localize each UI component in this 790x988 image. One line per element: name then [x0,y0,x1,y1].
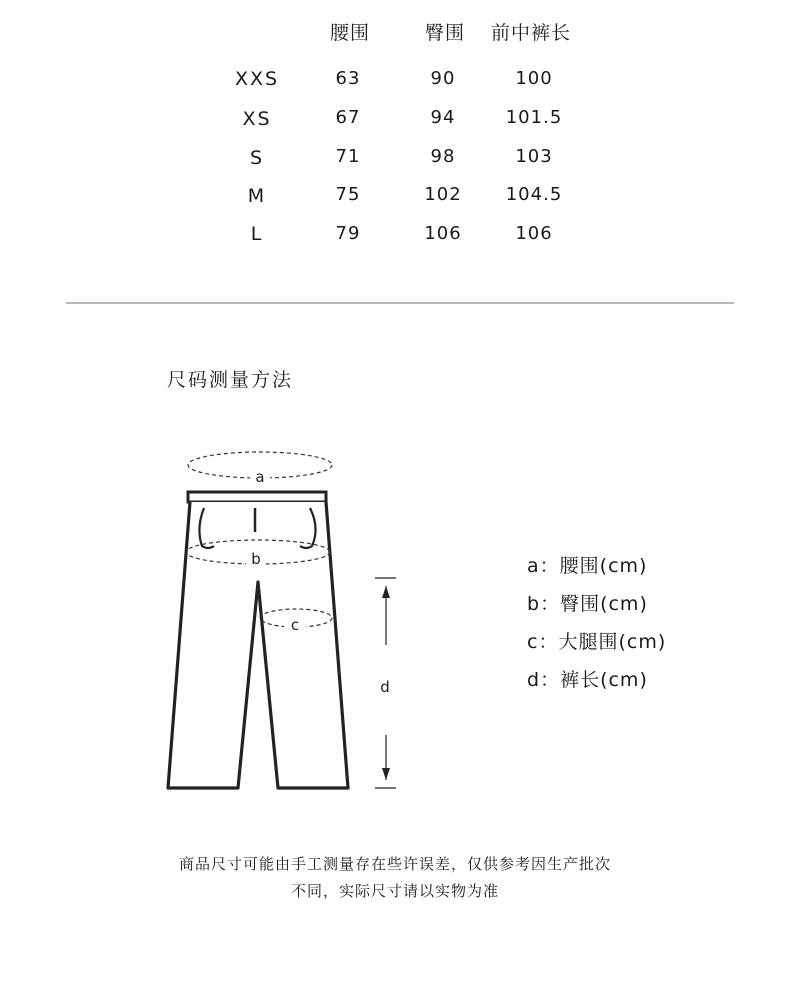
label-a: a [255,468,265,486]
size-label: L [250,223,264,245]
label-b: b [251,550,261,568]
table-cell: 103 [515,146,553,167]
header-hip: 臀围 [425,22,466,44]
label-d: d [380,678,390,696]
table-cell: 71 [335,146,361,167]
table-cell: 67 [335,107,361,128]
legend-item-thigh [527,627,666,654]
table-cell: 100 [515,68,553,89]
waistband [188,492,326,502]
header-front-rise-length: 前中裤长 [491,22,572,44]
table-cell: 63 [335,68,361,89]
measure-title: 尺码测量方法 [167,369,294,391]
size-label: XS [242,108,272,130]
legend-letter: d [527,669,541,691]
legend-text: 裤长(cm) [560,669,648,691]
table-cell: 104.5 [505,184,563,205]
legend-sep: ： [538,631,559,653]
legend-sep: ： [540,669,561,691]
disclaimer-line-1: 商品尺寸可能由手工测量存在些许误差，仅供参考因生产批次 [178,855,611,873]
table-cell: 90 [430,68,456,89]
header-waist: 腰围 [330,22,371,44]
pants-diagram [150,440,450,810]
legend-text: 大腿围(cm) [558,631,667,653]
table-cell: 98 [430,146,456,167]
table-cell: 75 [335,184,361,205]
size-label: XXS [234,68,280,90]
legend-item-length [527,665,648,692]
table-cell: 101.5 [505,107,563,128]
size-label: S [249,147,265,169]
legend-text: 腰围(cm) [559,555,648,577]
waist-measure [188,452,332,486]
label-c: c [290,616,300,634]
length-measure [375,578,396,788]
table-cell: 79 [335,223,361,244]
legend-letter: c [527,631,539,653]
table-cell: 102 [424,184,462,205]
disclaimer-line-2: 不同，实际尺寸请以实物为准 [290,882,499,900]
table-cell: 94 [430,107,456,128]
legend-text: 臀围(cm) [560,593,648,615]
size-label: M [247,185,267,207]
legend-sep: ： [539,555,560,577]
legend-sep: ： [540,593,561,615]
legend-item-hip [527,589,648,616]
pants-outline [168,502,348,788]
table-cell: 106 [515,223,553,244]
legend-letter: a [527,555,540,577]
legend-item-waist [527,551,647,578]
legend-letter: b [527,593,541,615]
section-divider [66,302,734,304]
table-cell: 106 [424,223,462,244]
